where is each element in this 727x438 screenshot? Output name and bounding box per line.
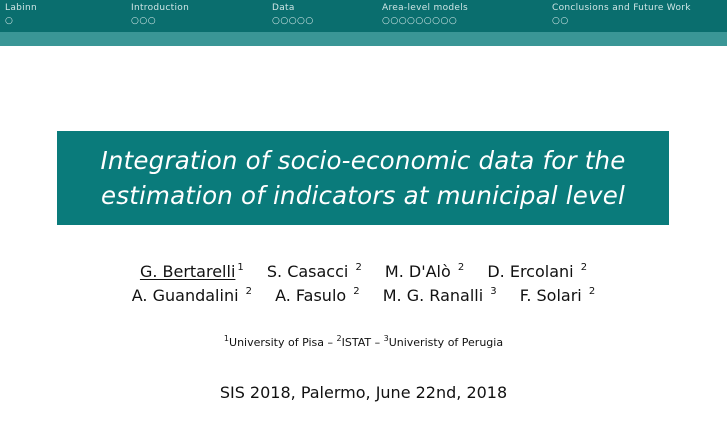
authors-row-2 xyxy=(0,286,727,305)
slide-title-line-2: estimation of indicators at municipal level xyxy=(100,181,626,210)
author xyxy=(487,262,587,281)
nav-section-dots[interactable]: ○○○○○○○○○ xyxy=(382,16,458,26)
author-affiliation-mark: 2 xyxy=(457,262,465,273)
author-name: A. Guandalini xyxy=(131,286,239,305)
author xyxy=(385,262,464,281)
nav-section-dots[interactable]: ○○○ xyxy=(131,16,157,26)
affiliation-separator: – xyxy=(371,336,384,349)
author-name: M. G. Ranalli xyxy=(382,286,484,305)
slide-title-line-1: Integration of socio-economic data for the xyxy=(100,146,626,175)
nav-section-title[interactable]: Area-level models xyxy=(382,3,469,13)
author-name: S. Casacci xyxy=(266,262,349,281)
author-name: A. Fasulo xyxy=(275,286,347,305)
affiliation-perugia: Univeristy of Perugia xyxy=(388,336,504,349)
author-affiliation-mark: 2 xyxy=(580,262,588,273)
nav-section-conclusions[interactable] xyxy=(552,3,691,27)
affiliation-separator: – xyxy=(324,336,337,349)
author-name: G. Bertarelli xyxy=(139,262,236,281)
author-affiliation-mark: 2 xyxy=(588,286,596,297)
nav-section-dots[interactable]: ○ xyxy=(5,16,14,26)
nav-section-data[interactable] xyxy=(272,3,314,27)
affiliation-mark: 2 xyxy=(336,334,342,343)
author-affiliation-mark: 2 xyxy=(353,286,360,297)
nav-section-dots[interactable]: ○○ xyxy=(552,16,569,26)
nav-section-dots[interactable]: ○○○○○ xyxy=(272,16,314,26)
author-affiliation-mark: 1 xyxy=(237,262,244,273)
author xyxy=(383,286,497,305)
slide-title-box xyxy=(57,131,669,225)
affiliations xyxy=(0,336,727,349)
affiliation-mark: 1 xyxy=(223,334,230,343)
nav-section-title[interactable]: Data xyxy=(272,3,295,13)
author xyxy=(275,286,360,305)
author-affiliation-mark: 2 xyxy=(245,286,252,297)
affiliation-istat: ISTAT xyxy=(341,336,372,349)
author-name: M. D'Alò xyxy=(384,262,451,281)
author-name: F. Solari xyxy=(519,286,582,305)
nav-section-title[interactable]: Conclusions and Future Work xyxy=(552,3,691,13)
author-affiliation-mark: 3 xyxy=(490,286,497,297)
author-affiliation-mark: 2 xyxy=(355,262,362,273)
author-name: D. Ercolani xyxy=(487,262,574,281)
nav-section-introduction[interactable] xyxy=(131,3,189,27)
author xyxy=(520,286,596,305)
author xyxy=(132,286,252,305)
affiliation-pisa: University of Pisa xyxy=(229,336,325,349)
author xyxy=(267,262,362,281)
affiliation-mark: 3 xyxy=(383,334,389,343)
author xyxy=(140,262,244,281)
nav-section-area-level-models[interactable] xyxy=(382,3,468,27)
nav-section-title[interactable]: Introduction xyxy=(131,3,190,13)
conference-info: SIS 2018, Palermo, June 22nd, 2018 xyxy=(219,383,508,402)
navigation-bar xyxy=(0,0,727,46)
nav-section-title[interactable]: Labinn xyxy=(5,3,37,13)
nav-section-labinn[interactable] xyxy=(5,3,37,27)
authors-row-1 xyxy=(0,262,727,281)
